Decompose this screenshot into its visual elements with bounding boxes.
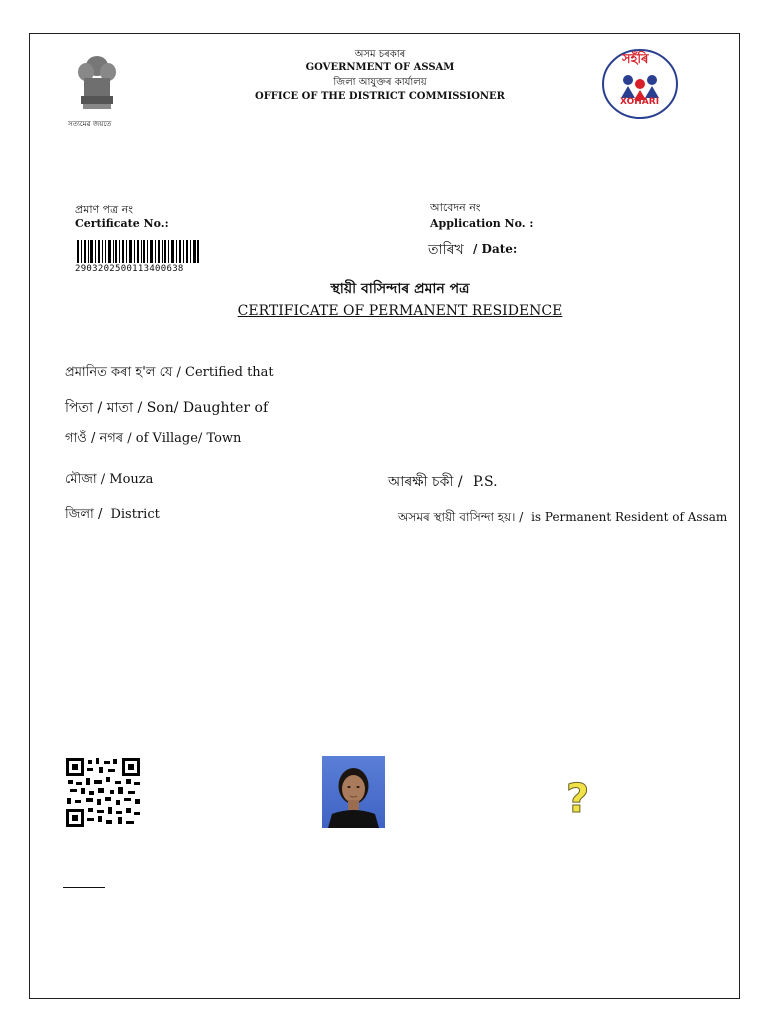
district-en: District (110, 507, 160, 522)
resident-bn: অসমৰ স্থায়ী বাসিন্দা হয়। / (398, 510, 524, 524)
qr-code (66, 758, 140, 827)
village-row (65, 429, 241, 450)
xohari-logo-text: সহঁৰি (622, 52, 649, 67)
certified-that-row (65, 363, 274, 384)
ps-en: P.S. (473, 474, 498, 490)
mouza-en: / Mouza (100, 472, 154, 487)
barcode (77, 240, 199, 263)
district-bn: জিলা / (65, 507, 103, 522)
certificate-no-bn: প্ৰমাণ পত্ৰ নং (75, 203, 134, 216)
parent-bn: পিতা / মাতা (65, 400, 134, 416)
header-line2: GOVERNMENT OF ASSAM (305, 62, 455, 73)
date-bn: তাৰিখ (428, 242, 464, 258)
application-no-bn: আবেদন নং (430, 201, 481, 214)
application-no-label: Application No. : (430, 217, 534, 230)
state-emblem (72, 52, 122, 118)
certified-bn: প্ৰমানিত কৰা হ'ল যে (65, 365, 173, 380)
district-row (65, 505, 160, 526)
signature-line (63, 887, 105, 888)
applicant-photo-image (322, 756, 385, 828)
question-mark-icon: ? (566, 776, 590, 822)
xohari-logo-label: XOHARI (620, 97, 660, 107)
qr-code-icon (66, 758, 140, 827)
title-en: CERTIFICATE OF PERMANENT RESIDENCE (237, 303, 563, 319)
resident-row (398, 509, 727, 529)
date-label: / Date: (473, 242, 518, 256)
header-line1: অসম চৰকাৰ (354, 49, 406, 60)
parent-row (65, 396, 268, 420)
header-line4: OFFICE OF THE DISTRICT COMMISSIONER (255, 91, 505, 102)
ps-row (388, 470, 498, 494)
applicant-photo (322, 756, 385, 828)
parent-en: / Son/ Daughter of (137, 400, 269, 416)
barcode-number: 290320250011340063​8 (75, 264, 184, 274)
certificate-no-label: Certificate No.: (75, 217, 169, 230)
mouza-bn: মৌজা (65, 472, 97, 487)
ps-bn: আৰক্ষী চকী / (388, 474, 463, 490)
header-line3: জিলা আযুক্তৰ কাৰ্যালয় (333, 77, 427, 88)
mouza-row (65, 470, 153, 491)
title-bn: স্থায়ী বাসিন্দাৰ প্ৰমান পত্ৰ (330, 281, 470, 297)
resident-en: is Permanent Resident of Assam (531, 510, 728, 524)
barcode-icon (77, 240, 199, 263)
lion-capital-icon (72, 52, 122, 118)
village-en: / of Village/ Town (127, 431, 242, 446)
certified-en: / Certified that (176, 365, 274, 380)
village-bn: গাওঁ / নগৰ (65, 431, 124, 446)
emblem-motto: সত্যমেৱ জয়তে (68, 120, 112, 128)
